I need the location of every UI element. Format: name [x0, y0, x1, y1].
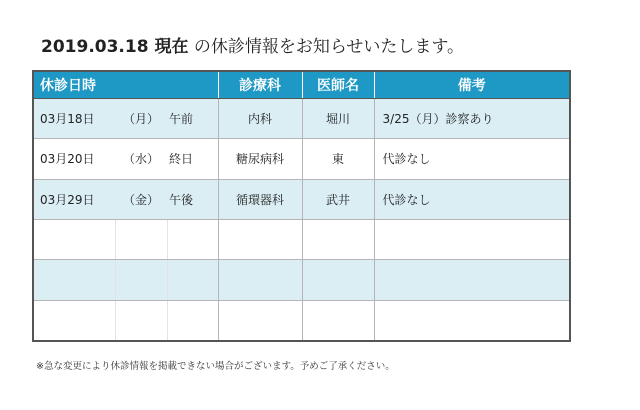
cell-date — [33, 260, 115, 300]
page-title — [41, 36, 464, 58]
cell-department: 糖尿病科 — [218, 139, 302, 179]
table-row — [33, 179, 570, 219]
cell-date — [33, 219, 115, 259]
cell-remarks: 3/25（月）診察あり — [374, 99, 570, 139]
cell-doctor — [302, 260, 374, 300]
table-row — [33, 300, 570, 341]
cell-department — [218, 219, 302, 259]
cell-weekday — [115, 260, 167, 300]
cell-department — [218, 300, 302, 341]
closure-schedule-table — [32, 70, 571, 342]
cell-date — [33, 300, 115, 341]
cell-time — [167, 219, 218, 259]
cell-time — [167, 300, 218, 341]
cell-doctor — [302, 300, 374, 341]
cell-remarks: 代診なし — [374, 139, 570, 179]
cell-remarks — [374, 300, 570, 341]
cell-doctor: 東 — [302, 139, 374, 179]
table-header-row — [33, 71, 570, 99]
cell-weekday — [115, 300, 167, 341]
cell-time — [167, 260, 218, 300]
disclaimer-note: ※急な変更により休診情報を掲載できない場合がございます。予めご了承ください。 — [36, 361, 395, 372]
cell-time: 午前 — [167, 99, 218, 139]
cell-department: 内科 — [218, 99, 302, 139]
table-row — [33, 139, 570, 179]
cell-remarks: 代診なし — [374, 179, 570, 219]
title-text: の休診情報をお知らせいたします。 — [193, 37, 465, 57]
cell-department — [218, 260, 302, 300]
cell-doctor — [302, 219, 374, 259]
table-row — [33, 219, 570, 259]
header-remarks: 備考 — [374, 71, 570, 99]
cell-date: 03月29日 — [33, 179, 115, 219]
cell-doctor: 武井 — [302, 179, 374, 219]
cell-remarks — [374, 219, 570, 259]
cell-date: 03月20日 — [33, 139, 115, 179]
cell-time: 終日 — [167, 139, 218, 179]
cell-weekday — [115, 219, 167, 259]
table-row — [33, 99, 570, 139]
cell-weekday: （水） — [115, 139, 167, 179]
cell-weekday: （金） — [115, 179, 167, 219]
header-closure-datetime: 休診日時 — [33, 71, 218, 99]
cell-department: 循環器科 — [218, 179, 302, 219]
cell-weekday: （月） — [115, 99, 167, 139]
header-doctor: 医師名 — [302, 71, 374, 99]
cell-doctor: 堀川 — [302, 99, 374, 139]
header-department: 診療科 — [218, 71, 302, 99]
as-of-date: 2019.03.18 現在 — [41, 37, 189, 57]
cell-remarks — [374, 260, 570, 300]
cell-date: 03月18日 — [33, 99, 115, 139]
cell-time: 午後 — [167, 179, 218, 219]
table-row — [33, 260, 570, 300]
